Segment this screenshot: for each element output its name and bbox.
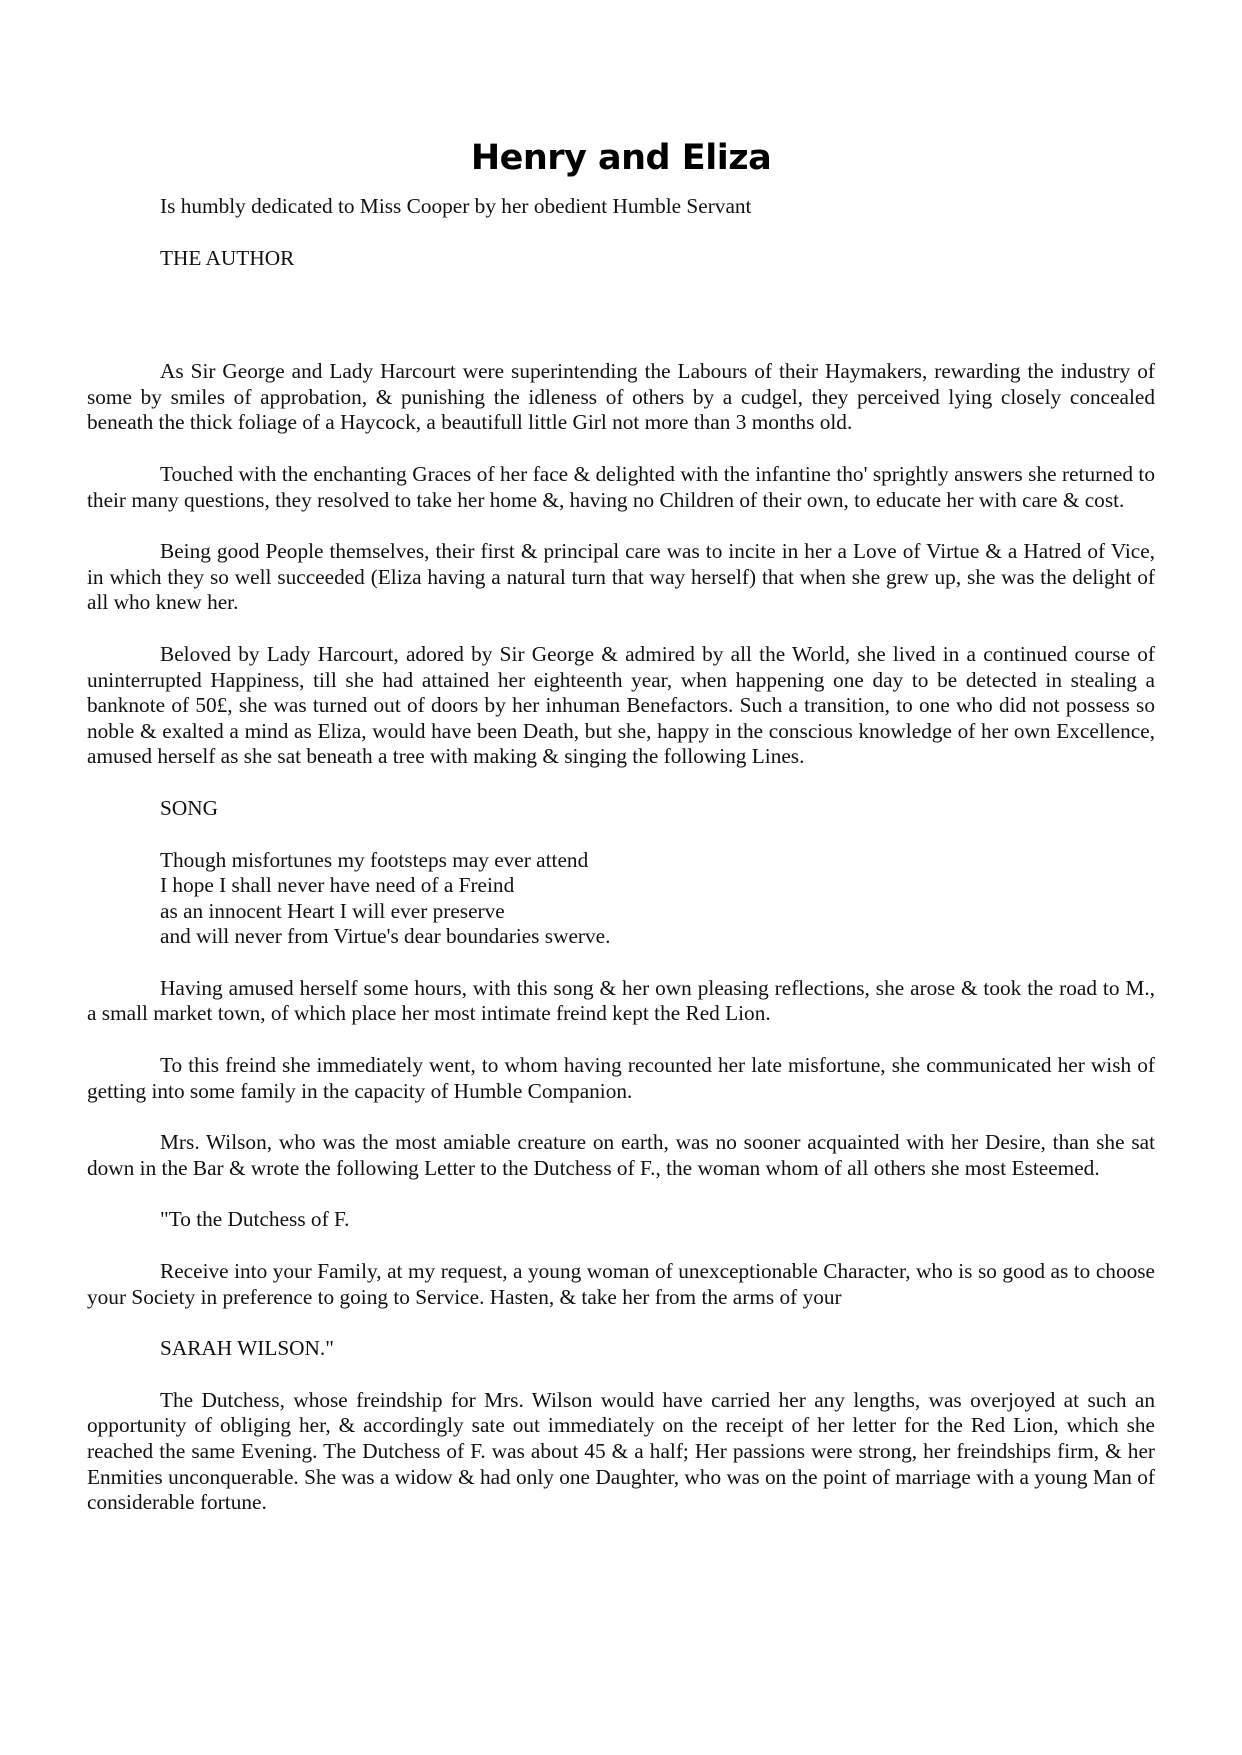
song-line: I hope I shall never have need of a Freind bbox=[160, 873, 515, 898]
body-paragraph: Being good People themselves, their first & principal care was to incite in her a Love of Virtue & a Hatred of Vice, in which they so well succeeded (Eliza having a natural turn that way herself) that when she grew up, she was the delight of all who knew her. bbox=[87, 539, 1155, 615]
letter-closing: SARAH WILSON." bbox=[160, 1336, 334, 1361]
body-paragraph: The Dutchess, whose freindship for Mrs. Wilson would have carried her any lengths, was overjoyed at such an opportunity of obliging her, & accordingly sate out immediately on the receipt of her letter for the Red Lion, which she reached the same Evening. The Dutchess of F. was about 45 & a half; Her passions were strong, her freindships firm, & her Enmities unconquerable. She was a widow & had only one Daughter, who was on the point of marriage with a young Man of considerable fortune. bbox=[87, 1387, 1155, 1515]
spacer bbox=[87, 1310, 1155, 1336]
body-paragraph: Touched with the enchanting Graces of her face & delighted with the infantine tho' sprightly answers she returned to their many questions, they resolved to take her home &, having no Children of their own, to educate her with care & cost. bbox=[87, 461, 1155, 512]
spacer bbox=[87, 513, 1155, 539]
body-paragraph: To this freind she immediately went, to whom having recounted her late misfortune, she communicated her wish of getting into some family in the capacity of Humble Companion. bbox=[87, 1053, 1155, 1103]
spacer bbox=[87, 822, 1155, 848]
spacer bbox=[87, 1027, 1155, 1053]
spacer bbox=[87, 220, 1155, 246]
spacer bbox=[87, 1181, 1155, 1207]
dedication-line: Is humbly dedicated to Miss Cooper by her obedient Humble Servant bbox=[160, 194, 752, 218]
document-title: Henry and Eliza bbox=[470, 138, 772, 178]
spacer bbox=[87, 770, 1155, 796]
letter-salutation: "To the Dutchess of F. bbox=[160, 1207, 350, 1232]
spacer bbox=[87, 1104, 1155, 1130]
song-verse bbox=[87, 848, 1155, 950]
song-line: as an innocent Heart I will ever preserve bbox=[160, 898, 505, 923]
body-paragraph: Mrs. Wilson, who was the most amiable creature on earth, was no sooner acquainted with her Desire, than she sat down in the Bar & wrote the following Letter to the Dutchess of F., the woman whom of all others she most Esteemed. bbox=[87, 1130, 1155, 1180]
song-line: Though misfortunes my footsteps may ever attend bbox=[160, 847, 589, 872]
spacer bbox=[87, 616, 1155, 642]
body-paragraph: As Sir George and Lady Harcourt were superintending the Labours of their Haymakers, rewarding the industry of some by smiles of approbation, & punishing the idleness of others by a cudgel, they perceived lying closely concealed beneath the thick foliage of a Haycock, a beautifull little Girl not more than 3 months old. bbox=[87, 359, 1155, 435]
spacer bbox=[87, 436, 1155, 462]
spacer bbox=[87, 1233, 1155, 1259]
song-line: and will never from Virtue's dear boundaries swerve. bbox=[160, 924, 611, 949]
spacer bbox=[87, 950, 1155, 976]
song-heading: SONG bbox=[160, 795, 218, 820]
author-signature: THE AUTHOR bbox=[160, 245, 295, 270]
spacer bbox=[87, 271, 1155, 359]
letter-body: Receive into your Family, at my request, a young woman of unexceptionable Character, who is so good as to choose your Society in preference to going to Service. Hasten, & take her from the arms of your bbox=[87, 1259, 1155, 1309]
body-paragraph: Having amused herself some hours, with this song & her own pleasing reflections, she arose & took the road to M., a small market town, of which place her most intimate freind kept the Red Lion. bbox=[87, 975, 1155, 1026]
spacer bbox=[87, 1362, 1155, 1388]
body-paragraph: Beloved by Lady Harcourt, adored by Sir George & admired by all the World, she lived in a continued course of uninterrupted Happiness, till she had attained her eighteenth year, when happening one day to be detected in stealing a banknote of 50£, she was turned out of doors by her inhuman Benefactors. Such a transition, to one who did not possess so noble & exalted a mind as Eliza, would have been Death, but she, happy in the conscious knowledge of her own Excellence, amused herself as she sat beneath a tree with making & singing the following Lines. bbox=[87, 641, 1155, 769]
